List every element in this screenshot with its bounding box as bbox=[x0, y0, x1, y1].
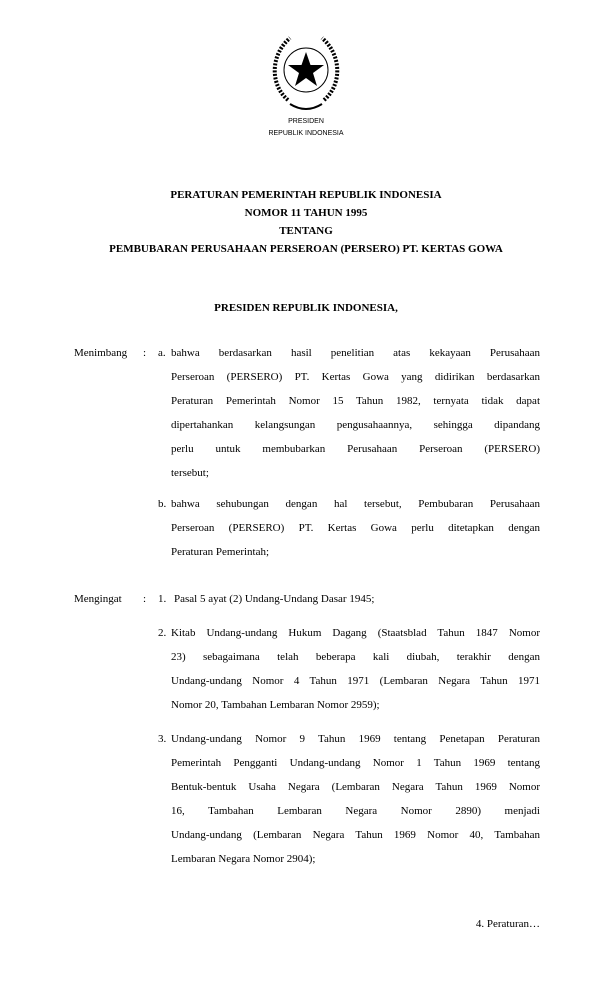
section-colon: : bbox=[143, 347, 147, 359]
item-marker: 1. bbox=[158, 593, 167, 605]
text-line: Kitab Undang-undang Hukum Dagang (Staatsblad Tahun 1847 Nomor bbox=[171, 627, 540, 639]
regulation-title: PERATURAN PEMERINTAH REPUBLIK INDONESIA bbox=[170, 189, 442, 201]
text-line: 16, Tambahan Lembaran Negara Nomor 2890) menjadi bbox=[171, 805, 540, 817]
text-line: Nomor 20, Tambahan Lembaran Nomor 2959); bbox=[171, 699, 380, 711]
letterhead-republic: REPUBLIK INDONESIA bbox=[268, 130, 344, 137]
item-marker: 2. bbox=[158, 627, 167, 639]
regulation-about: TENTANG bbox=[279, 225, 333, 237]
text-line: Undang-undang Nomor 9 Tahun 1969 tentang Penetapan Peraturan bbox=[171, 733, 540, 745]
item-marker: a. bbox=[158, 347, 166, 359]
text-line: Bentuk-bentuk Usaha Negara (Lembaran Negara Tahun 1969 Nomor bbox=[171, 781, 540, 793]
text-line: Peraturan Pemerintah Nomor 15 Tahun 1982, ternyata tidak dapat bbox=[171, 395, 540, 407]
text-line: Undang-undang Nomor 4 Tahun 1971 (Lembaran Negara Tahun 1971 bbox=[171, 675, 540, 687]
text-line: Lembaran Negara Nomor 2904); bbox=[171, 853, 316, 865]
text-line: perlu untuk membubarkan Perusahaan Perseroan (PERSERO) bbox=[171, 443, 540, 455]
garuda-emblem-icon bbox=[268, 30, 344, 120]
text-line: 23) sebagaimana telah beberapa kali diubah, terakhir dengan bbox=[171, 651, 540, 663]
text-line: bahwa berdasarkan hasil penelitian atas kekayaan Perusahaan bbox=[171, 347, 540, 359]
section-label: Mengingat bbox=[74, 593, 122, 605]
text-line: tersebut; bbox=[171, 467, 209, 479]
next-page-catchword: 4. Peraturan… bbox=[475, 918, 540, 930]
issuer-heading: PRESIDEN REPUBLIK INDONESIA, bbox=[214, 302, 398, 314]
text-line: Perseroan (PERSERO) PT. Kertas Gowa yang didirikan berdasarkan bbox=[171, 371, 540, 383]
text-line: dipertahankan kelangsungan pengusahaannya, sehingga dipandang bbox=[171, 419, 540, 431]
text-line: Peraturan Pemerintah; bbox=[171, 546, 270, 558]
letterhead-president: PRESIDEN bbox=[288, 118, 324, 125]
section-label: Menimbang bbox=[74, 347, 128, 359]
regulation-subject: PEMBUBARAN PERUSAHAAN PERSEROAN (PERSERO) PT. KERTAS GOWA bbox=[109, 243, 503, 255]
text-line: Undang-undang (Lembaran Negara Tahun 1969 Nomor 40, Tambahan bbox=[171, 829, 540, 841]
item-marker: b. bbox=[158, 498, 167, 510]
text-line: bahwa sehubungan dengan hal tersebut, Pembubaran Perusahaan bbox=[171, 498, 540, 510]
section-colon: : bbox=[143, 593, 147, 605]
item-marker: 3. bbox=[158, 733, 167, 745]
regulation-number: NOMOR 11 TAHUN 1995 bbox=[244, 207, 368, 219]
text-line: Pemerintah Pengganti Undang-undang Nomor 1 Tahun 1969 tentang bbox=[171, 757, 540, 769]
text-line: Pasal 5 ayat (2) Undang-Undang Dasar 1945; bbox=[174, 593, 375, 605]
text-line: Perseroan (PERSERO) PT. Kertas Gowa perlu ditetapkan dengan bbox=[171, 522, 540, 534]
